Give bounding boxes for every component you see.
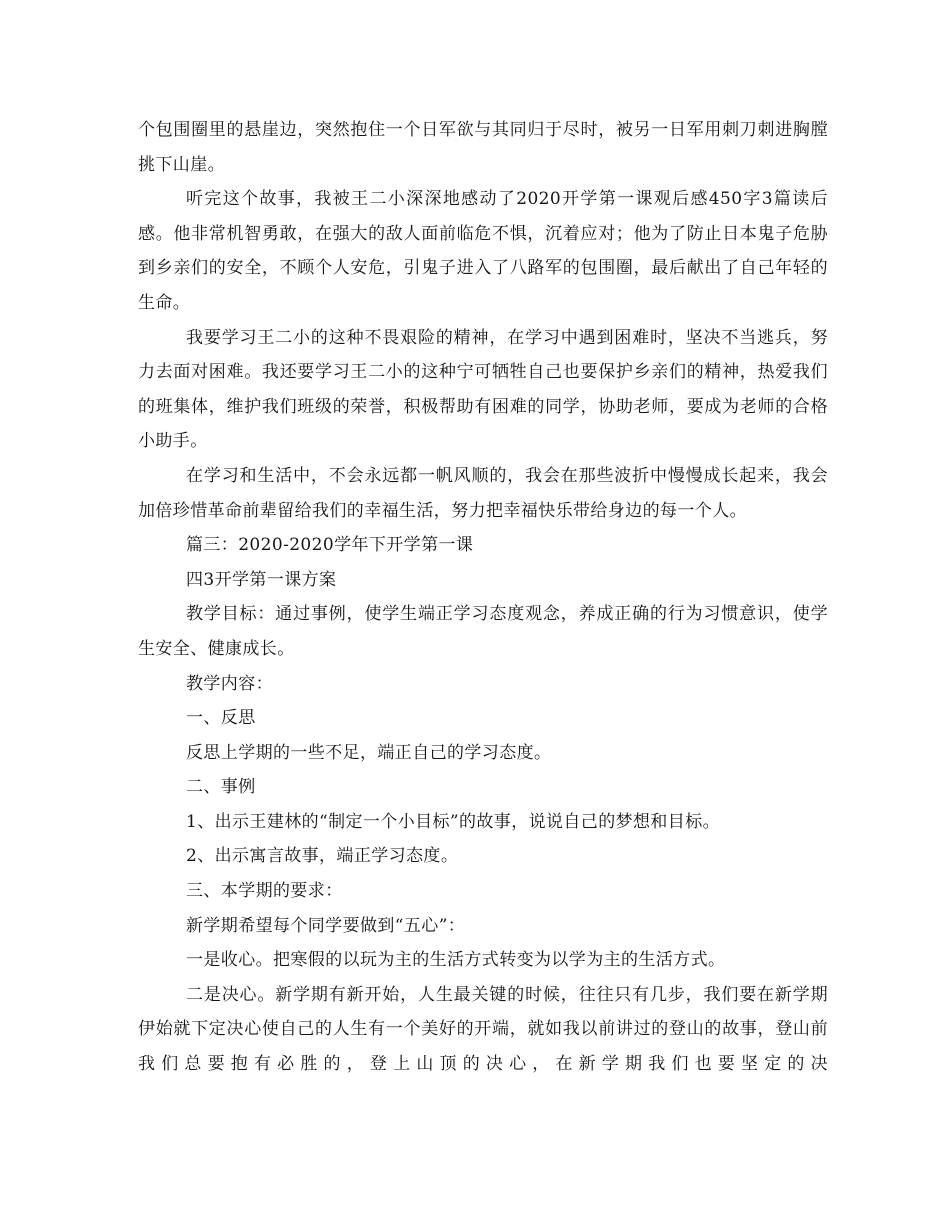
section-subheading: 四3开学第一课方案 xyxy=(186,569,337,590)
paragraph: 教学内容： xyxy=(186,673,273,694)
paragraph: 个包围圈里的悬崖边，突然抱住一个日军欲与其同归于尽时，被另一日军用刺刀刺进胸膛挑下山崖。 xyxy=(138,120,828,175)
paragraph: 在学习和生活中，不会永远都一帆风顺的，我会在那些波折中慢慢成长起来，我会加倍珍惜革命前辈留给我们的幸福生活，努力把幸福快乐带给身边的每一个人。 xyxy=(138,465,828,521)
list-item: 2、出示寓言故事，端正学习态度。 xyxy=(186,846,459,867)
list-heading: 一、反思 xyxy=(186,708,256,729)
list-item: 1、出示王建林的“制定一个小目标”的故事，说说自己的梦想和目标。 xyxy=(186,811,720,832)
paragraph: 反思上学期的一些不足，端正自己的学习态度。 xyxy=(186,742,552,763)
list-heading: 二、事例 xyxy=(186,777,256,798)
section-heading: 篇三：2020-2020学年下开学第一课 xyxy=(186,535,474,556)
paragraph: 二是决心。新学期有新开始，人生最关键的时候，往往只有几步，我们要在新学期伊始就下定决心使自己的人生有一个美好的开端，就如我以前讲过的登山的故事，登山前我们总要抱有必胜的，登上山顶的决心，在新学期我们也要坚定的决 xyxy=(138,984,828,1075)
paragraph: 听完这个故事，我被王二小深深地感动了2020开学第一课观后感450字3篇读后感。他非常机智勇敢，在强大的敌人面前临危不惧，沉着应对；他为了防止日本鬼子危胁到乡亲们的安全，不顾个人安危，引鬼子进入了八路军的包围圈，最后献出了自己年轻的生命。 xyxy=(138,189,828,313)
paragraph: 新学期希望每个同学要做到“五心”： xyxy=(186,915,466,936)
document-body xyxy=(138,113,828,1082)
paragraph: 教学目标：通过事例，使学生端正学习态度观念，养成正确的行为习惯意识，使学生安全、健康成长。 xyxy=(138,604,828,659)
paragraph: 一是收心。把寒假的以玩为主的生活方式转变为以学为主的生活方式。 xyxy=(186,950,726,971)
paragraph: 我要学习王二小的这种不畏艰险的精神，在学习中遇到困难时，坚决不当逃兵，努力去面对困难。我还要学习王二小的这种宁可牺牲自己也要保护乡亲们的精神，热爱我们的班集体，维护我们班级的荣誉，积极帮助有困难的同学，协助老师，要成为老师的合格小助手。 xyxy=(138,327,828,452)
list-heading: 三、本学期的要求： xyxy=(186,881,343,902)
